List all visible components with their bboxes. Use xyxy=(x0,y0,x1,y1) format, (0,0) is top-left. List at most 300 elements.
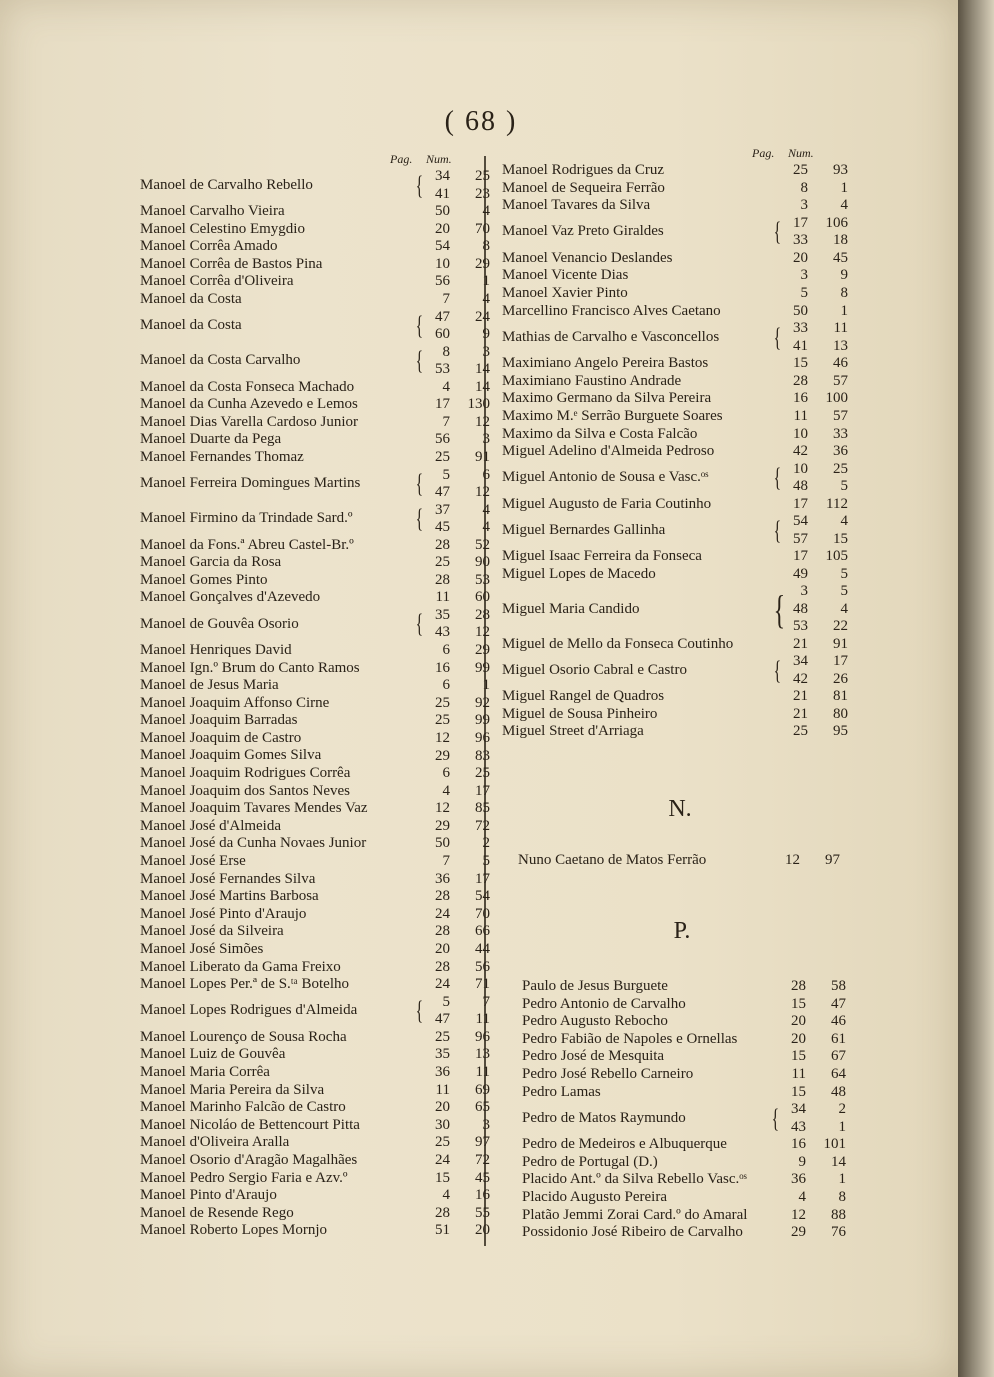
entry-references xyxy=(778,996,846,1014)
reference-pair xyxy=(422,396,490,414)
brace-glyph: { xyxy=(773,515,782,545)
entry-name: Pedro Augusto Rebocho xyxy=(522,1013,668,1030)
reference-pair xyxy=(422,291,490,309)
book-spine xyxy=(958,0,994,1377)
entry-name: Manoel de Jesus Maria xyxy=(140,677,279,694)
reference-pair xyxy=(422,238,490,256)
reference-pair xyxy=(422,572,490,590)
reference-pair xyxy=(780,636,848,654)
brace-glyph: { xyxy=(773,463,782,493)
entry-references xyxy=(780,443,848,461)
number-ref: 4 xyxy=(840,513,848,530)
page-ref: 20 xyxy=(435,220,450,237)
entry-references xyxy=(422,994,490,1029)
index-entry xyxy=(502,373,848,391)
page-ref: 54 xyxy=(435,238,450,255)
entry-name: Manoel Venancio Deslandes xyxy=(502,249,673,266)
entry-name: Manoel Carvalho Vieira xyxy=(140,203,285,219)
entry-references xyxy=(422,554,490,572)
number-ref: 72 xyxy=(475,1151,490,1168)
number-ref: 53 xyxy=(475,571,490,588)
page-ref: 42 xyxy=(793,443,808,460)
number-ref: 6 xyxy=(482,466,490,483)
index-entry xyxy=(522,1136,846,1154)
page-ref: 3 xyxy=(800,197,808,214)
entry-name: Manoel Joaquim Tavares Mendes Vaz xyxy=(140,800,368,817)
index-entry xyxy=(502,461,848,496)
number-ref: 81 xyxy=(833,688,848,705)
page-ref: 50 xyxy=(793,302,808,319)
page-ref: 25 xyxy=(435,448,450,465)
reference-pair xyxy=(422,309,490,327)
entry-name: Manoel Vicente Dias xyxy=(502,267,629,284)
index-entry xyxy=(140,835,490,853)
entry-references xyxy=(422,273,490,291)
page-ref: 8 xyxy=(442,343,450,360)
number-ref: 65 xyxy=(475,1099,490,1116)
index-entry xyxy=(502,584,848,636)
page-ref: 37 xyxy=(435,501,450,518)
entry-name: Manoel Garcia da Rosa xyxy=(140,554,282,571)
number-ref: 4 xyxy=(840,197,848,214)
number-ref: 36 xyxy=(833,443,848,460)
num-header: Num. xyxy=(788,146,814,160)
reference-pair xyxy=(780,267,848,285)
number-ref: 29 xyxy=(475,641,490,658)
reference-pair xyxy=(780,443,848,461)
number-ref: 8 xyxy=(482,238,490,255)
pag-header: Pag. xyxy=(752,146,775,160)
number-ref: 88 xyxy=(831,1206,846,1223)
index-entry xyxy=(140,414,490,432)
entry-name: Possidonio José Ribeiro de Carvalho xyxy=(522,1224,743,1241)
entry-references xyxy=(422,502,490,537)
entry-references xyxy=(422,396,490,414)
reference-pair xyxy=(422,431,490,449)
number-ref: 69 xyxy=(475,1081,490,1098)
reference-pair xyxy=(422,168,490,186)
reference-pair xyxy=(422,344,490,362)
index-entry xyxy=(502,285,848,303)
entry-name: Miguel Osorio Cabral e Castro xyxy=(502,661,687,678)
entry-name: Manoel Luiz de Gouvêa xyxy=(140,1046,286,1063)
number-ref: 1 xyxy=(482,273,490,290)
number-ref: 20 xyxy=(475,1222,490,1239)
index-entry xyxy=(140,273,490,291)
reference-pair xyxy=(422,519,490,537)
index-entry xyxy=(140,976,490,994)
index-entry xyxy=(518,852,840,870)
entry-references xyxy=(780,548,848,566)
left-column-header xyxy=(140,152,490,168)
index-entry xyxy=(522,978,846,996)
index-entry xyxy=(522,1048,846,1066)
page-ref: 6 xyxy=(442,641,450,658)
entry-name: Nuno Caetano de Matos Ferrão xyxy=(518,852,707,868)
reference-pair xyxy=(422,730,490,748)
index-entry xyxy=(140,695,490,713)
reference-pair xyxy=(422,888,490,906)
page-ref: 11 xyxy=(435,589,450,606)
entry-references xyxy=(780,267,848,285)
index-entry xyxy=(140,221,490,239)
number-ref: 17 xyxy=(475,870,490,887)
entry-references xyxy=(780,197,848,215)
page-ref: 20 xyxy=(791,1013,806,1030)
reference-pair xyxy=(422,660,490,678)
page-ref: 24 xyxy=(435,976,450,993)
reference-pair xyxy=(780,496,848,514)
number-ref: 58 xyxy=(831,978,846,995)
index-entry xyxy=(522,1154,846,1172)
number-ref: 46 xyxy=(831,1013,846,1030)
page-ref: 56 xyxy=(435,273,450,290)
index-entry xyxy=(522,1084,846,1102)
number-ref: 44 xyxy=(475,941,490,958)
index-entry xyxy=(140,994,490,1029)
entry-name: Manoel Joaquim Rodrigues Corrêa xyxy=(140,765,351,782)
entry-references xyxy=(422,256,490,274)
index-entry xyxy=(140,572,490,590)
page-ref: 41 xyxy=(793,337,808,354)
number-ref: 130 xyxy=(467,396,490,413)
num-header: Num. xyxy=(426,152,452,166)
section-n-list xyxy=(518,852,840,870)
page-ref: 33 xyxy=(793,320,808,337)
entry-references xyxy=(422,1152,490,1170)
entry-name: Pedro Fabião de Napoles e Ornellas xyxy=(522,1030,738,1047)
page-ref: 29 xyxy=(791,1224,806,1241)
number-ref: 14 xyxy=(475,361,490,378)
page-ref: 28 xyxy=(435,923,450,940)
reference-pair xyxy=(780,285,848,303)
entry-references xyxy=(422,537,490,555)
index-entry xyxy=(140,906,490,924)
index-entry xyxy=(140,1064,490,1082)
entry-name: Manoel Roberto Lopes Mornjo xyxy=(140,1222,328,1239)
entry-references xyxy=(780,355,848,373)
entry-name: Manoel Duarte da Pega xyxy=(140,431,282,448)
number-ref: 57 xyxy=(833,372,848,389)
pag-header: Pag. xyxy=(390,152,413,166)
entry-name: Manoel da Costa Carvalho xyxy=(140,352,301,369)
entry-references xyxy=(778,1207,846,1225)
reference-pair xyxy=(780,303,848,321)
reference-pair xyxy=(780,215,848,233)
reference-pair xyxy=(422,800,490,818)
entry-name: Maximo da Silva e Costa Falcão xyxy=(502,425,698,442)
reference-pair xyxy=(422,607,490,625)
entry-references xyxy=(780,426,848,444)
number-ref: 4 xyxy=(840,600,848,617)
index-entry xyxy=(502,197,848,215)
page-ref: 25 xyxy=(435,1134,450,1151)
brace-glyph: { xyxy=(773,217,782,247)
number-ref: 11 xyxy=(475,1064,490,1081)
entry-references xyxy=(780,180,848,198)
page-ref: 15 xyxy=(791,1083,806,1100)
number-ref: 13 xyxy=(833,337,848,354)
page-ref: 6 xyxy=(442,765,450,782)
entry-name: Platão Jemmi Zorai Card.º do Amaral xyxy=(522,1206,748,1223)
page-ref: 24 xyxy=(435,905,450,922)
entry-references xyxy=(778,978,846,996)
reference-pair xyxy=(422,221,490,239)
index-entry xyxy=(140,589,490,607)
number-ref: 106 xyxy=(825,214,848,231)
reference-pair xyxy=(780,320,848,338)
entry-name: Manoel José Pinto d'Araujo xyxy=(140,905,307,922)
index-entry xyxy=(140,537,490,555)
section-letter-n: N. xyxy=(668,796,692,822)
number-ref: 5 xyxy=(840,565,848,582)
index-entry xyxy=(502,162,848,180)
entry-references xyxy=(422,923,490,941)
entry-name: Miguel de Mello da Fonseca Coutinho xyxy=(502,635,734,652)
reference-pair xyxy=(422,186,490,204)
number-ref: 1 xyxy=(838,1118,846,1135)
page-ref: 34 xyxy=(793,653,808,670)
number-ref: 80 xyxy=(833,705,848,722)
index-entry xyxy=(140,502,490,537)
reference-pair xyxy=(778,1013,846,1031)
index-entry xyxy=(140,747,490,765)
entry-name: Manoel Joaquim Affonso Cirne xyxy=(140,694,330,711)
page-ref: 12 xyxy=(435,729,450,746)
number-ref: 1 xyxy=(840,179,848,196)
entry-name: Manoel Fernandes Thomaz xyxy=(140,448,304,465)
page-ref: 28 xyxy=(435,571,450,588)
reference-pair xyxy=(422,467,490,485)
entry-references xyxy=(422,783,490,801)
number-ref: 8 xyxy=(838,1188,846,1205)
reference-pair xyxy=(780,513,848,531)
number-ref: 55 xyxy=(475,1204,490,1221)
entry-name: Manoel Lopes Rodrigues d'Almeida xyxy=(140,1002,358,1019)
number-ref: 60 xyxy=(475,589,490,606)
index-entry xyxy=(140,853,490,871)
reference-pair xyxy=(778,996,846,1014)
page-ref: 7 xyxy=(442,413,450,430)
page-ref: 25 xyxy=(793,723,808,740)
entry-references xyxy=(780,390,848,408)
number-ref: 25 xyxy=(833,460,848,477)
entry-references xyxy=(778,1066,846,1084)
number-ref: 100 xyxy=(825,390,848,407)
entry-references xyxy=(422,414,490,432)
number-ref: 91 xyxy=(833,635,848,652)
page-ref: 28 xyxy=(435,888,450,905)
reference-pair xyxy=(780,373,848,391)
index-entry xyxy=(140,379,490,397)
page-ref: 3 xyxy=(800,583,808,600)
entry-name: Manoel da Costa xyxy=(140,290,242,307)
entry-name: Manoel Joaquim de Castro xyxy=(140,729,302,746)
brace-glyph: { xyxy=(415,504,424,534)
page-ref: 12 xyxy=(435,800,450,817)
entry-name: Manoel Dias Varella Cardoso Junior xyxy=(140,413,359,430)
entry-name: Maximiano Angelo Pereira Bastos xyxy=(502,355,709,372)
entry-references xyxy=(422,976,490,994)
reference-pair xyxy=(422,818,490,836)
reference-pair xyxy=(778,1171,846,1189)
number-ref: 93 xyxy=(833,162,848,179)
entry-references xyxy=(780,706,848,724)
number-ref: 1 xyxy=(840,302,848,319)
number-ref: 112 xyxy=(826,495,848,512)
page-ref: 17 xyxy=(793,548,808,565)
entry-references xyxy=(422,168,490,203)
brace-glyph: { xyxy=(771,1103,780,1133)
entry-name: Miguel Augusto de Faria Coutinho xyxy=(502,495,712,512)
index-entry xyxy=(502,215,848,250)
number-ref: 13 xyxy=(475,1046,490,1063)
page-ref: 25 xyxy=(435,554,450,571)
reference-pair xyxy=(780,583,848,601)
entry-references xyxy=(422,800,490,818)
entry-name: Miguel Street d'Arriaga xyxy=(502,723,644,740)
entry-references xyxy=(780,496,848,514)
entry-references xyxy=(772,852,840,870)
entry-name: Manoel da Costa xyxy=(140,317,242,334)
index-entry xyxy=(502,426,848,444)
index-entry xyxy=(140,1082,490,1100)
reference-pair xyxy=(422,273,490,291)
index-entry xyxy=(140,941,490,959)
entry-references xyxy=(778,1189,846,1207)
number-ref: 33 xyxy=(833,425,848,442)
index-entry xyxy=(140,1134,490,1152)
index-entry xyxy=(140,712,490,730)
index-entry xyxy=(502,180,848,198)
reference-pair xyxy=(422,959,490,977)
reference-pair xyxy=(422,203,490,221)
entry-name: Manoel José da Cunha Novaes Junior xyxy=(140,835,367,852)
page-ref: 28 xyxy=(791,978,806,995)
reference-pair xyxy=(422,554,490,572)
reference-pair xyxy=(422,906,490,924)
page-ref: 5 xyxy=(442,993,450,1010)
reference-pair xyxy=(778,1224,846,1242)
entry-references xyxy=(422,906,490,924)
index-entry xyxy=(502,390,848,408)
entry-references xyxy=(780,303,848,321)
index-entry xyxy=(522,1224,846,1242)
number-ref: 17 xyxy=(833,653,848,670)
index-entry xyxy=(140,1117,490,1135)
entry-references xyxy=(780,461,848,496)
entry-name: Marcellino Francisco Alves Caetano xyxy=(502,302,721,319)
entry-references xyxy=(422,765,490,783)
entry-name: Placido Augusto Pereira xyxy=(522,1188,667,1205)
number-ref: 5 xyxy=(840,583,848,600)
number-ref: 25 xyxy=(475,765,490,782)
number-ref: 2 xyxy=(482,835,490,852)
entry-references xyxy=(422,238,490,256)
index-entry xyxy=(502,303,848,321)
entry-name: Manoel Ferreira Domingues Martins xyxy=(140,475,361,492)
reference-pair xyxy=(778,1031,846,1049)
index-entry xyxy=(140,309,490,344)
left-column xyxy=(140,152,490,1240)
entry-name: Manoel da Costa Fonseca Machado xyxy=(140,378,355,395)
entry-name: Manoel de Carvalho Rebello xyxy=(140,176,313,193)
reference-pair xyxy=(422,624,490,642)
index-entry xyxy=(502,250,848,268)
number-ref: 25 xyxy=(475,168,490,184)
index-entry xyxy=(502,408,848,426)
page-ref: 17 xyxy=(793,495,808,512)
page-ref: 16 xyxy=(793,390,808,407)
reference-pair xyxy=(772,852,840,870)
page-ref: 16 xyxy=(791,1136,806,1153)
entry-references xyxy=(422,449,490,467)
page-ref: 36 xyxy=(435,1064,450,1081)
entry-name: Manoel da Fons.ª Abreu Castel-Br.º xyxy=(140,536,354,553)
number-ref: 8 xyxy=(840,285,848,302)
reference-pair xyxy=(422,502,490,520)
entry-name: Manoel José da Silveira xyxy=(140,923,284,940)
entry-name: Manoel Joaquim Barradas xyxy=(140,712,298,729)
index-entry xyxy=(140,923,490,941)
reference-pair xyxy=(780,618,848,636)
reference-pair xyxy=(780,250,848,268)
reference-pair xyxy=(422,1064,490,1082)
index-entry xyxy=(502,548,848,566)
entry-references xyxy=(422,853,490,871)
page-ref: 21 xyxy=(793,688,808,705)
reference-pair xyxy=(422,484,490,502)
page-ref: 60 xyxy=(435,326,450,343)
index-entry xyxy=(140,1187,490,1205)
index-entry xyxy=(140,554,490,572)
reference-pair xyxy=(780,531,848,549)
reference-pair xyxy=(780,162,848,180)
entry-references xyxy=(422,1187,490,1205)
page-ref: 17 xyxy=(793,214,808,231)
reference-pair xyxy=(422,941,490,959)
reference-pair xyxy=(422,923,490,941)
index-entry xyxy=(140,1170,490,1188)
entry-name: Manoel Nicoláo de Bettencourt Pitta xyxy=(140,1116,360,1133)
index-entry xyxy=(502,267,848,285)
number-ref: 57 xyxy=(833,407,848,424)
number-ref: 101 xyxy=(823,1136,846,1153)
entry-references xyxy=(422,221,490,239)
entry-name: Manoel Rodrigues da Cruz xyxy=(502,162,665,178)
entry-name: Manoel Gomes Pinto xyxy=(140,571,268,588)
index-entry xyxy=(522,1207,846,1225)
reference-pair xyxy=(422,994,490,1012)
reference-pair xyxy=(422,1117,490,1135)
index-entry xyxy=(502,636,848,654)
entry-name: Placido Ant.º da Silva Rebello Vasc.ᵒˢ xyxy=(522,1171,747,1188)
entry-references xyxy=(780,688,848,706)
number-ref: 64 xyxy=(831,1066,846,1083)
index-entry xyxy=(140,431,490,449)
reference-pair xyxy=(422,1011,490,1029)
page-ref: 28 xyxy=(435,536,450,553)
index-entry xyxy=(522,1066,846,1084)
number-ref: 66 xyxy=(475,923,490,940)
number-ref: 4 xyxy=(482,519,490,536)
page-ref: 10 xyxy=(435,255,450,272)
entry-name: Manoel Osorio d'Aragão Magalhães xyxy=(140,1151,358,1168)
index-entry xyxy=(140,256,490,274)
page-ref: 47 xyxy=(435,308,450,325)
entry-references xyxy=(422,379,490,397)
index-entry xyxy=(140,291,490,309)
